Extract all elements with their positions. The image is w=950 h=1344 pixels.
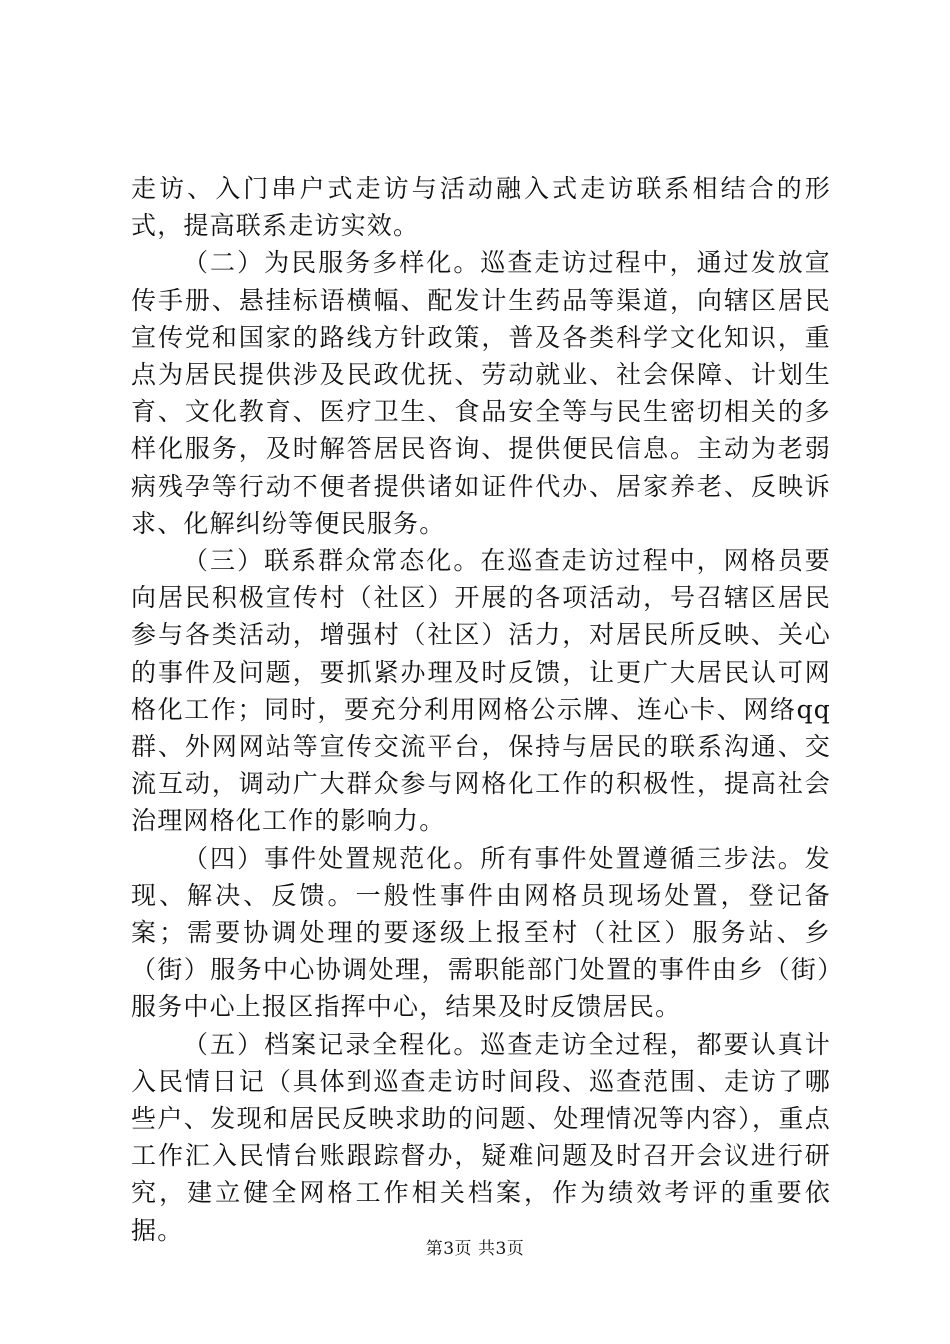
paragraph-contact-normalization: （三）联系群众常态化。在巡查走访过程中，网格员要向居民积极宣传村（社区）开展的各项活动，号召辖区居民参与各类活动，增强村（社区）活力，对居民所反映、关心的事件及问题，要抓紧办理及时反馈，让更广大居民认可网格化工作；同时，要充分利用网格公示牌、连心卡、网络qq群、外网网站等宣传交流平台，保持与居民的联系沟通、交流互动，调动广大群众参与网格化工作的积极性，提高社会治理网格化工作的影响力。	[131, 546, 831, 836]
page-number-footer: 第3页 共3页	[425, 1239, 525, 1259]
paragraph-record-keeping: （五）档案记录全程化。巡查走访全过程，都要认真计入民情日记（具体到巡查走访时间段、巡查范围、走访了哪些户、发现和居民反映求助的问题、处理情况等内容），重点工作汇入民情台账跟踪督办，疑难问题及时召开会议进行研究，建立健全网格工作相关档案，作为绩效考评的重要依据。	[131, 1029, 831, 1245]
paragraph-service-diversification: （二）为民服务多样化。巡查走访过程中，通过发放宣传手册、悬挂标语横幅、配发计生药品等渠道，向辖区居民宣传党和国家的路线方针政策，普及各类科学文化知识，重点为居民提供涉及民政优抚、劳动就业、社会保障、计划生育、文化教育、医疗卫生、食品安全等与民生密切相关的多样化服务，及时解答居民咨询、提供便民信息。主动为老弱病残孕等行动不便者提供诸如证件代办、居家养老、反映诉求、化解纠纷等便民服务。	[131, 248, 831, 538]
paragraph-event-handling: （四）事件处置规范化。所有事件处置遵循三步法。发现、解决、反馈。一般性事件由网格员现场处置，登记备案；需要协调处理的要逐级上报至村（社区）服务站、乡（街）服务中心协调处理，需职能部门处置的事件由乡（街）服务中心上报区指挥中心，结果及时反馈居民。	[131, 843, 831, 1022]
document-body	[131, 170, 831, 1249]
paragraph-intro-continuation: 走访、入门串户式走访与活动融入式走访联系相结合的形式，提高联系走访实效。	[131, 174, 831, 241]
